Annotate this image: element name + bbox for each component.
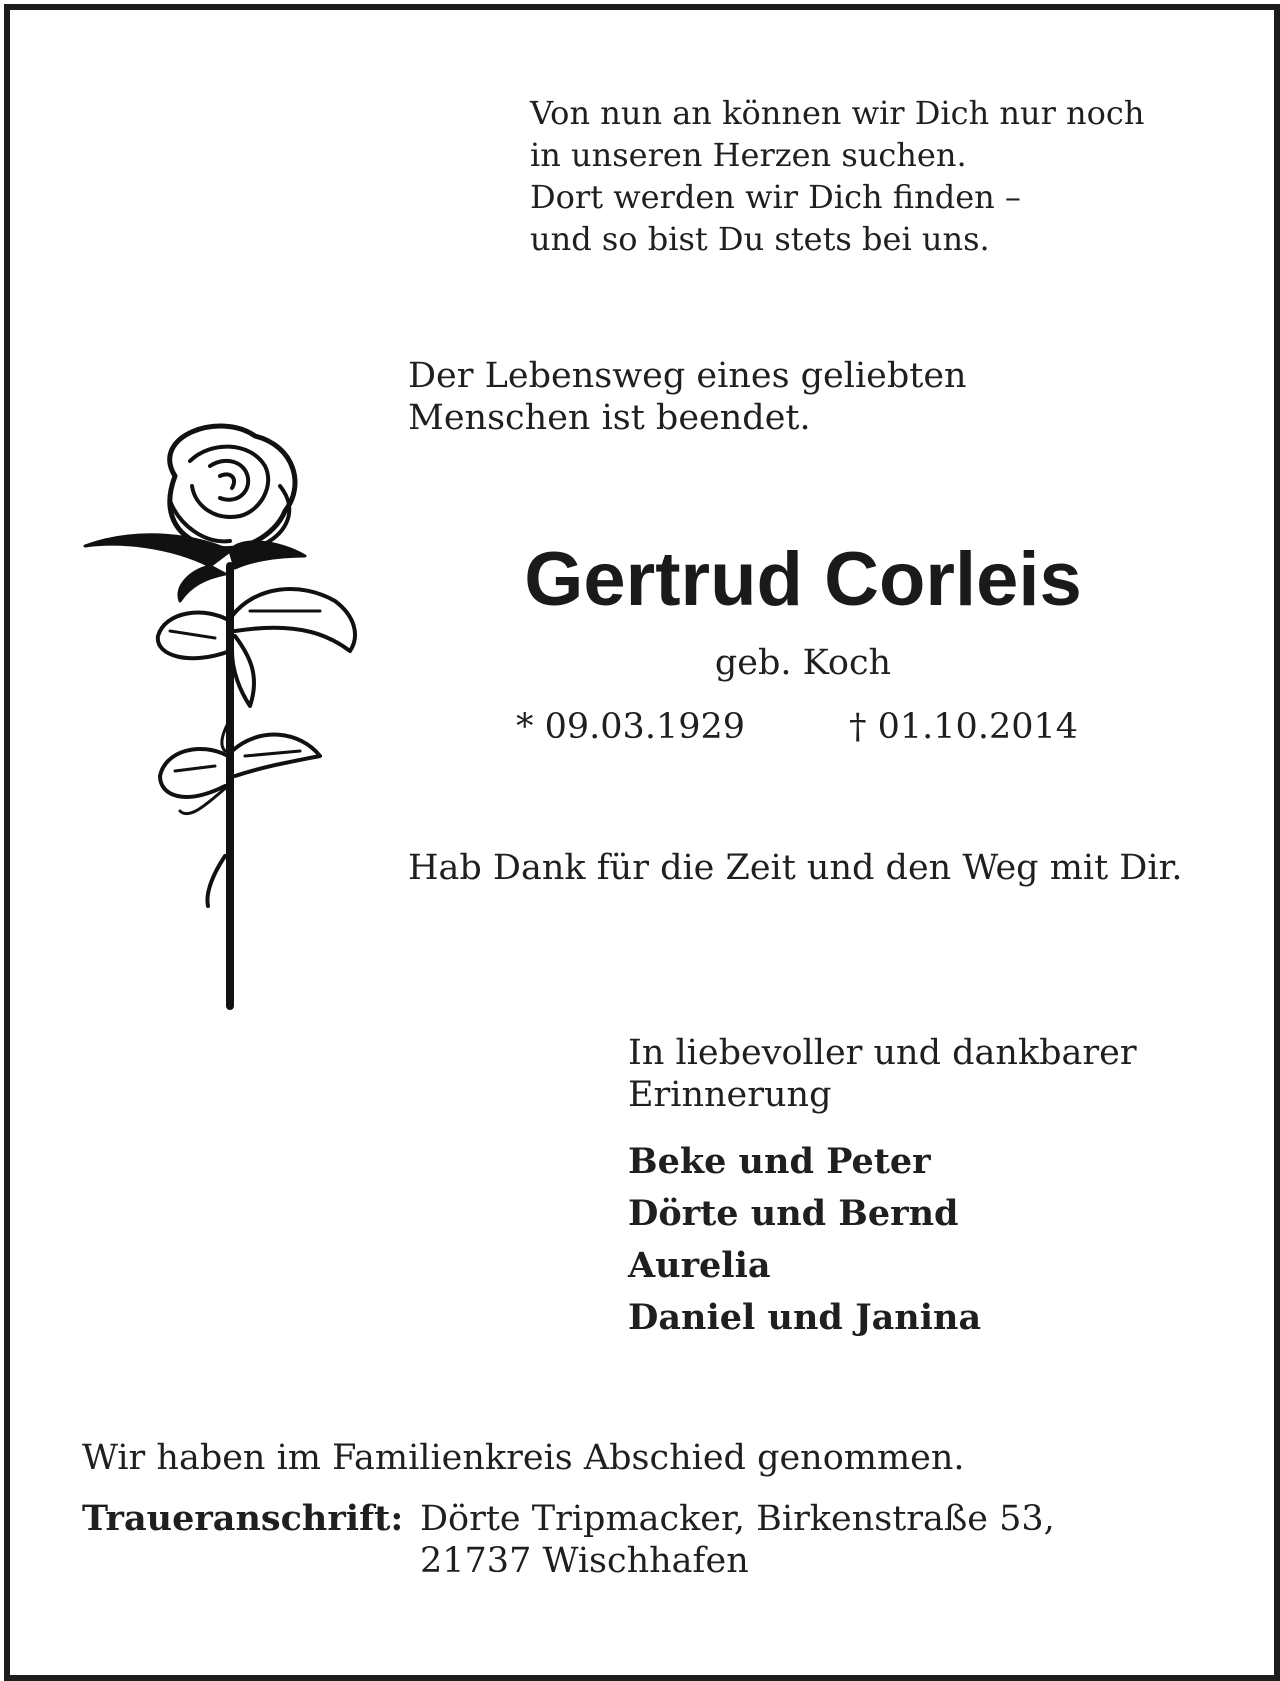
- poem-line: in unseren Herzen suchen.: [530, 136, 967, 174]
- intro-line: Menschen ist beendet.: [408, 398, 811, 438]
- maiden-name: geb. Koch: [714, 643, 892, 683]
- mourner-name: Beke und Peter: [628, 1141, 931, 1182]
- address-line: Dörte Tripmacker, Birkenstraße 53,: [420, 1499, 1055, 1539]
- mourning-address: [420, 1498, 1055, 1582]
- memory-line: Erinnerung: [628, 1075, 832, 1115]
- deceased-name: Gertrud Corleis: [524, 537, 1082, 622]
- farewell-text: Wir haben im Familienkreis Abschied genommen.: [82, 1438, 965, 1478]
- intro-text: [408, 355, 967, 439]
- memory-line: In liebevoller und dankbarer: [628, 1033, 1137, 1073]
- rose-icon: [80, 416, 370, 1016]
- thanks-text: Hab Dank für die Zeit und den Weg mit Dir.: [408, 848, 1183, 888]
- mourner-name: Dörte und Bernd: [628, 1193, 959, 1234]
- poem: [530, 92, 1144, 260]
- birth-date: * 09.03.1929: [516, 707, 746, 747]
- intro-line: Der Lebensweg eines geliebten: [408, 356, 967, 396]
- poem-line: Dort werden wir Dich finden –: [530, 178, 1021, 216]
- poem-line: Von nun an können wir Dich nur noch: [530, 94, 1145, 132]
- poem-line: und so bist Du stets bei uns.: [530, 220, 990, 258]
- address-label: Traueranschrift:: [82, 1498, 404, 1539]
- death-date: † 01.10.2014: [849, 707, 1079, 747]
- mourner-name: Daniel und Janina: [628, 1297, 982, 1338]
- mourners-list: [628, 1136, 981, 1344]
- address-line: 21737 Wischhafen: [420, 1541, 749, 1581]
- memory-text: [628, 1032, 1137, 1116]
- mourner-name: Aurelia: [628, 1245, 771, 1286]
